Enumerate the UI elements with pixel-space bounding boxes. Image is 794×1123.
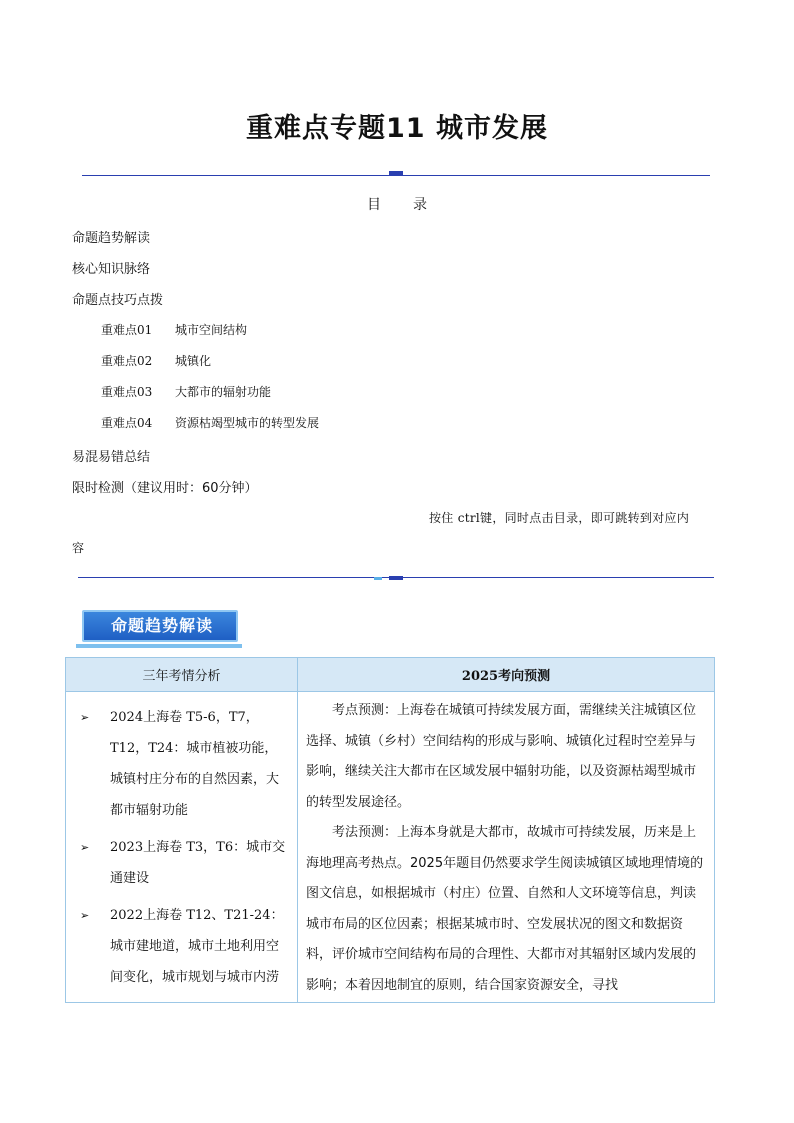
badge-underline (76, 644, 242, 648)
toc-subitem[interactable] (101, 321, 247, 338)
analysis-text: 2024上海卷 T5-6，T7，T12，T24：城市植被功能，城镇村庄分布的自然因素，大都市辐射功能 (110, 710, 280, 818)
analysis-text: 2022上海卷 T12、T21-24：城市建地道，城市土地利用空间变化，城市规划与城市内涝 (110, 908, 284, 985)
list-item (80, 832, 289, 894)
toc-item-skills[interactable]: 命题点技巧点拨 (72, 293, 164, 308)
arrow-bullet-icon: ➢ (80, 909, 90, 922)
toc-usage-note: 按住 ctrl键，同时点击目录，即可跳转到对应内 (429, 511, 690, 525)
table-header-analysis: 三年考情分析 (66, 658, 298, 692)
badge-box (82, 610, 238, 642)
toc-subitem[interactable] (101, 383, 271, 400)
section-badge-label: 命题趋势解读 (110, 616, 213, 635)
forecast-paragraph: 考法预测：上海本身就是大都市，故城市可持续发展，历来是上海地理高考热点。2025年题目仍然要求学生阅读城镇区域地理情境的图文信息，如根据城市（村庄）位置、自然和人文环境等信息，判读城市布局的区位因素；根据某城市时、空发展状况的图文和数据资料，评价城市空间结构布局的合理性、大都市对其辐射区域内发展的影响；本着因地制宜的原则，结合国家资源安全，寻找 (306, 825, 704, 993)
arrow-bullet-icon: ➢ (80, 711, 90, 724)
toc-subitem[interactable] (101, 414, 319, 431)
analysis-cell (66, 692, 298, 1003)
arrow-bullet-icon: ➢ (80, 841, 90, 854)
table-row (66, 692, 715, 1003)
toc-subitem-number: 重难点04 (101, 416, 153, 430)
toc-item-knowledge[interactable]: 核心知识脉络 (72, 262, 151, 277)
table-header-forecast: 2025考向预测 (298, 658, 715, 692)
toc-item-mistakes[interactable]: 易混易错总结 (72, 450, 151, 465)
toc-subitem-text: 城镇化 (175, 354, 212, 368)
forecast-cell (298, 692, 715, 1003)
section-badge (76, 606, 242, 646)
toc-subitem-text: 资源枯竭型城市的转型发展 (175, 416, 320, 430)
divider-mark (389, 576, 403, 580)
toc-subitem[interactable] (101, 352, 211, 369)
divider-mark-accent (374, 577, 382, 580)
toc-item-trend[interactable]: 命题趋势解读 (72, 231, 151, 246)
analysis-text: 2023上海卷 T3，T6：城市交通建设 (110, 840, 286, 886)
toc-subitem-number: 重难点02 (101, 354, 153, 368)
toc-usage-note-wrap: 容 (72, 541, 85, 555)
toc-subitem-number: 重难点03 (101, 385, 153, 399)
toc-item-timed-test[interactable]: 限时检测（建议用时：60分钟） (72, 481, 258, 496)
forecast-paragraph: 考点预测：上海卷在城镇可持续发展方面，需继续关注城镇区位选择、城镇（乡村）空间结构的形成与影响、城镇化过程时空差异与影响，继续关注大都市在区域发展中辐射功能，以及资源枯竭型城市的转型发展途径。 (306, 703, 697, 810)
toc-subitem-text: 大都市的辐射功能 (175, 385, 272, 399)
trend-table (65, 657, 715, 1003)
list-item (80, 702, 289, 826)
toc-subitem-number: 重难点01 (101, 323, 153, 337)
table-header-row (66, 658, 715, 692)
page-title: 重难点专题11 城市发展 (246, 113, 548, 144)
toc-subitem-text: 城市空间结构 (175, 323, 248, 337)
list-item (80, 900, 289, 993)
toc-heading: 目录 (367, 197, 459, 213)
divider-mark (389, 171, 403, 176)
